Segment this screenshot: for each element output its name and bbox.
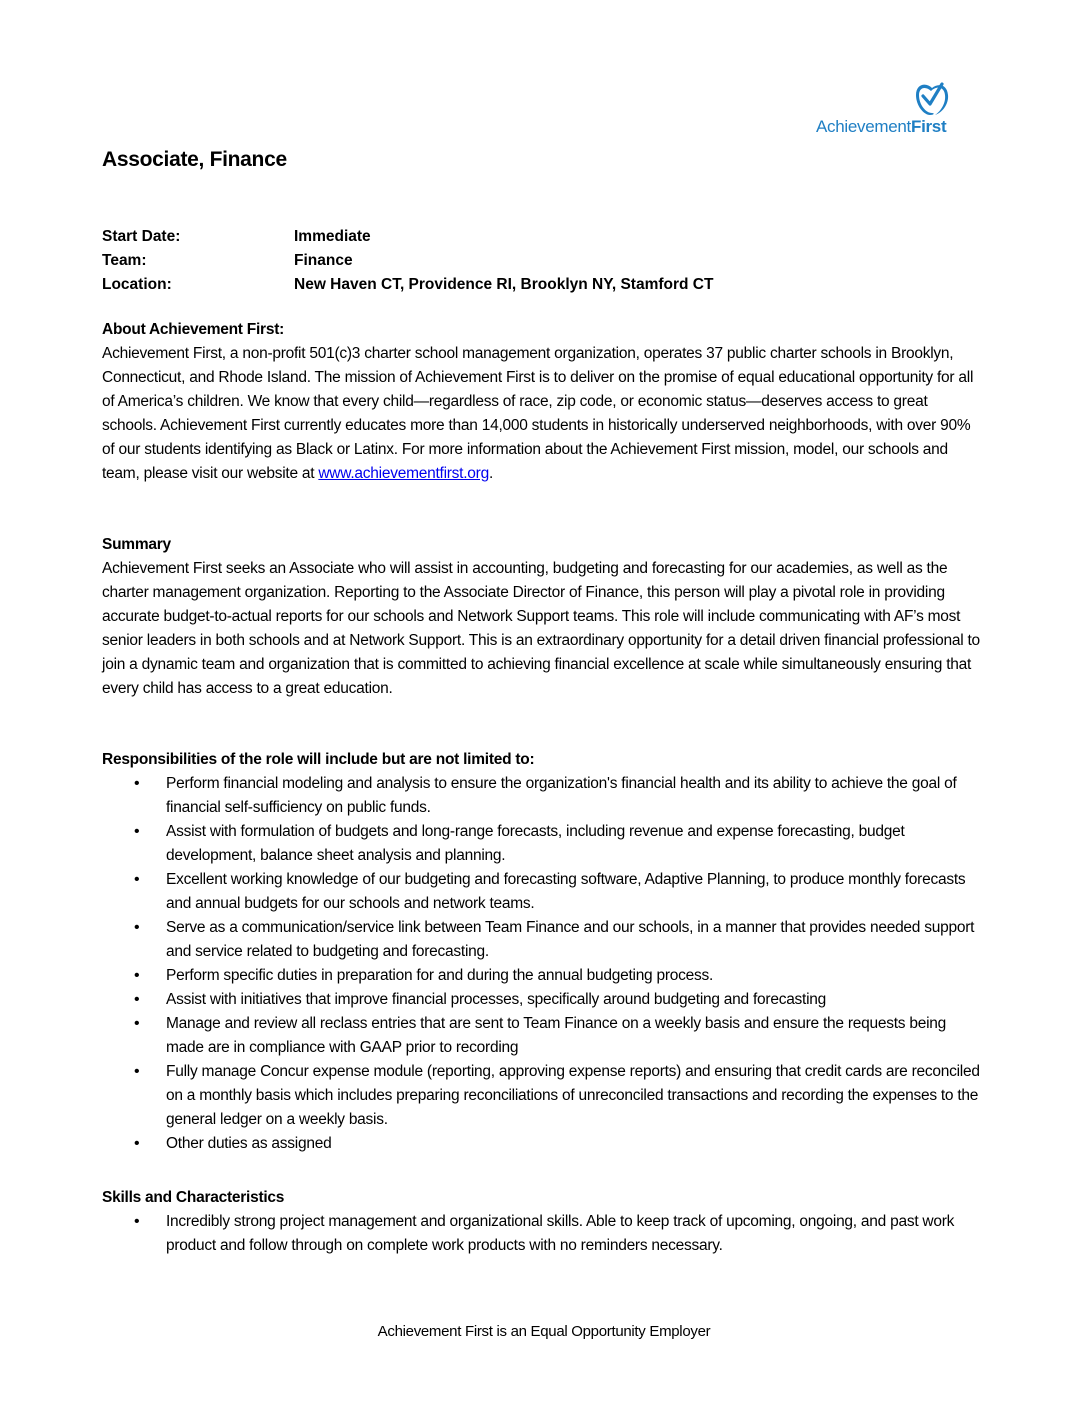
list-item: • Excellent working knowledge of our budgeting and forecasting software, Adaptive Planning, to produce monthly forecasts and annual budgets for our schools and network teams. <box>102 868 982 916</box>
job-meta <box>102 225 713 297</box>
meta-label: Start Date: <box>102 228 181 245</box>
responsibilities-list <box>102 772 982 1156</box>
page-title: Associate, Finance <box>102 148 287 171</box>
about-trailing: . <box>488 465 494 482</box>
meta-label: Location: <box>102 276 172 293</box>
brand-logo <box>816 80 978 136</box>
meta-row-start-date <box>102 225 713 249</box>
skills-section <box>102 1186 982 1258</box>
about-section <box>102 318 982 486</box>
meta-row-location <box>102 273 713 297</box>
responsibilities-heading: Responsibilities of the role will include but are not limited to: <box>102 751 535 768</box>
list-item: • Other duties as assigned <box>102 1132 982 1156</box>
about-heading: About Achievement First: <box>102 321 285 338</box>
meta-value: Immediate <box>294 228 371 245</box>
summary-body: Achievement First seeks an Associate who will assist in accounting, budgeting and forecasting for our academies, as well as the charter management organization. Reporting to the Associate Director of Finance, this person will play a pivotal role in providing accurate budget-to-actual reports for our schools and Network Support teams. This role will include communicating with AF’s most senior leaders in both schools and at Network Support. This is an extraordinary opportunity for a detail driven financial professional to join a dynamic team and organization that is committed to achieving financial excellence at scale while simultaneously ensuring that every child has access to a great education. <box>102 560 980 697</box>
about-body <box>102 342 982 486</box>
list-item: • Assist with initiatives that improve financial processes, specifically around budgeting and forecasting <box>102 988 982 1012</box>
list-item: • Perform financial modeling and analysis to ensure the organization's financial health and its ability to achieve the goal of financial self-sufficiency on public funds. <box>102 772 982 820</box>
skills-list <box>102 1210 982 1258</box>
list-item: • Serve as a communication/service link between Team Finance and our schools, in a manner that provides needed support and service related to budgeting and forecasting. <box>102 916 982 964</box>
skills-heading: Skills and Characteristics <box>102 1189 285 1206</box>
brand-name-regular: Achievement <box>816 117 911 136</box>
about-text: Achievement First, a non-profit 501(c)3 charter school management organization, operates 37 public charter schools in Brooklyn, Connecticut, and Rhode Island. The mission of Achievement First is to deliver on the promise of equal educational opportunity for all of America’s children. We know that every child—regardless of race, zip code, or economic status—deserves access to great schools. Achievement First currently educates more than 14,000 students in historically underserved neighborhoods, with over 90% of our students identifying as Black or Latinx. For more information about the Achievement First mission, model, our schools and team, please visit our website at <box>102 345 974 482</box>
meta-value: Finance <box>294 252 353 269</box>
brand-wordmark <box>816 117 946 137</box>
apple-checkmark-icon <box>912 80 952 118</box>
summary-section <box>102 533 982 701</box>
list-item: • Fully manage Concur expense module (reporting, approving expense reports) and ensuring that credit cards are reconciled on a monthly basis which includes preparing reconciliations of unreconciled transactions and recording the expenses to the general ledger on a weekly basis. <box>102 1060 982 1132</box>
list-item: • Manage and review all reclass entries that are sent to Team Finance on a weekly basis and ensure the requests being made are in compliance with GAAP prior to recording <box>102 1012 982 1060</box>
meta-label: Team: <box>102 252 147 269</box>
meta-row-team <box>102 249 713 273</box>
list-item: • Assist with formulation of budgets and long-range forecasts, including revenue and expense forecasting, budget development, balance sheet analysis and planning. <box>102 820 982 868</box>
website-link[interactable]: www.achievementfirst.org <box>318 465 489 482</box>
summary-heading: Summary <box>102 536 171 553</box>
footer-eeo-statement: Achievement First is an Equal Opportunity Employer <box>377 1323 711 1340</box>
responsibilities-section <box>102 748 982 1156</box>
list-item: • Incredibly strong project management and organizational skills. Able to keep track of upcoming, ongoing, and past work product and follow through on complete work products with no reminders necessary. <box>102 1210 982 1258</box>
brand-name-bold: First <box>910 117 947 136</box>
meta-value: New Haven CT, Providence RI, Brooklyn NY, Stamford CT <box>294 276 714 293</box>
list-item: • Perform specific duties in preparation for and during the annual budgeting process. <box>102 964 982 988</box>
